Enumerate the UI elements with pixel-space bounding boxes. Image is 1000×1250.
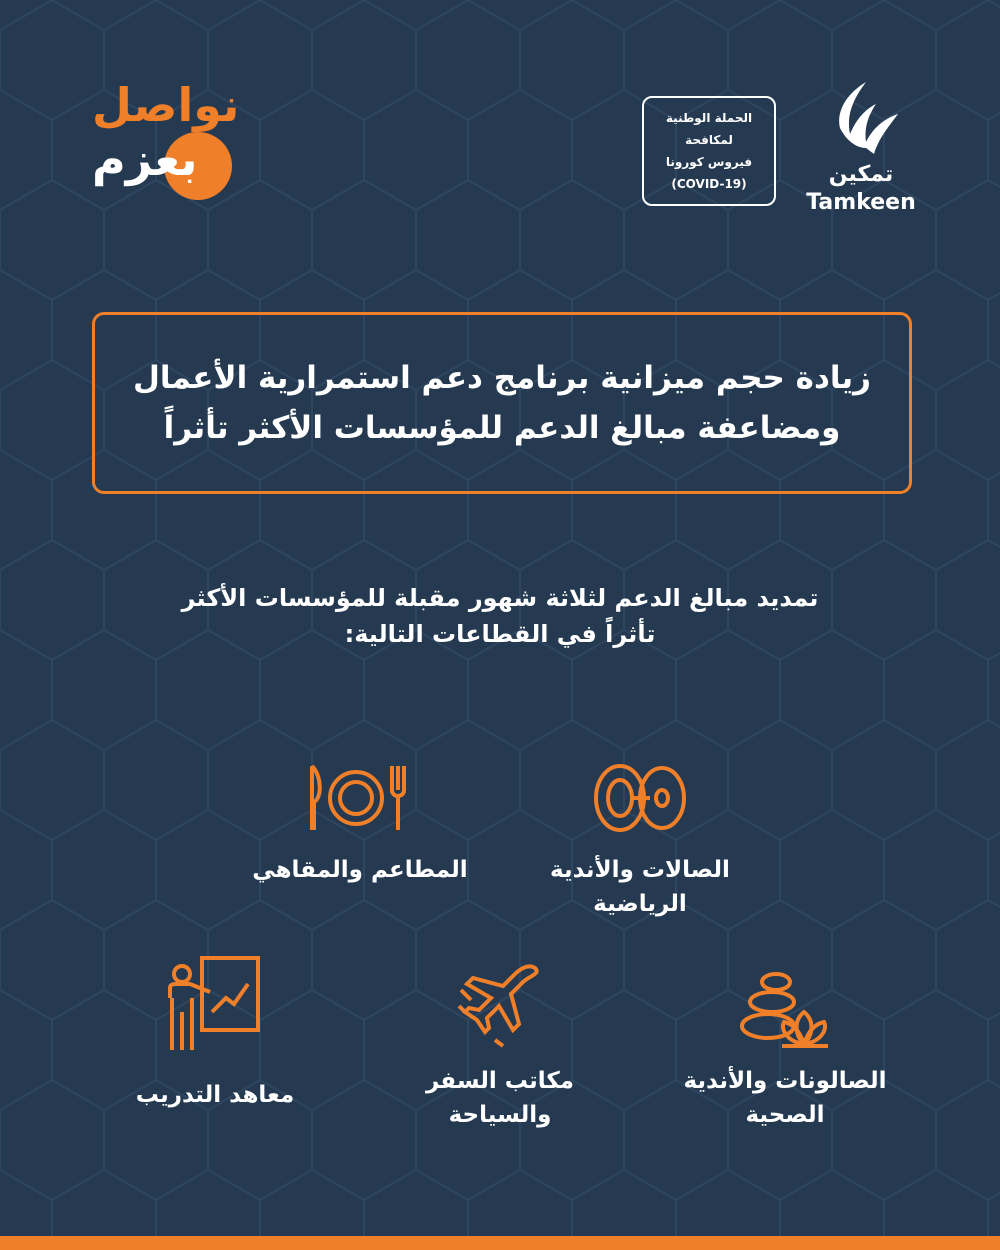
subheadline-line-2: تأثراً في القطاعات التالية: — [344, 620, 656, 648]
plate-cutlery-icon — [304, 762, 412, 834]
brand-slogan-line1: نواصل — [92, 78, 240, 132]
bottom-accent-bar — [0, 1236, 1000, 1250]
presentation-trainer-icon — [160, 952, 264, 1056]
sector-gyms-label-2: الرياضية — [593, 891, 687, 917]
sector-salons-label-2: الصحية — [745, 1102, 825, 1128]
badge-line-3: فيروس كورونا — [665, 155, 753, 169]
badge-line-4: (COVID-19) — [671, 177, 747, 191]
headline-box — [92, 312, 912, 494]
sector-travel-label-1: مكاتب السفر — [425, 1068, 575, 1094]
tamkeen-arabic-name: تمكين — [828, 162, 894, 187]
tamkeen-wing-icon — [806, 78, 916, 162]
tamkeen-english-name: Tamkeen — [806, 190, 916, 215]
spa-stones-lotus-icon — [738, 968, 834, 1052]
brand-slogan-logo — [92, 132, 217, 208]
tamkeen-logo — [806, 78, 916, 218]
headline-line-2: ومضاعفة مبالغ الدعم للمؤسسات الأكثر تأثراً — [163, 410, 841, 446]
dumbbell-plates-icon — [590, 760, 700, 840]
airplane-icon — [455, 960, 545, 1050]
sector-gyms-label-1: الصالات والأندية — [550, 857, 730, 883]
sector-travel-label-2: والسياحة — [448, 1102, 552, 1128]
headline-line-1: زيادة حجم ميزانية برنامج دعم استمرارية الأعمال — [132, 360, 872, 396]
sector-restaurants-label: المطاعم والمقاهي — [252, 857, 468, 883]
brand-slogan-line2: بعزم — [92, 132, 198, 186]
badge-line-1: الحملة الوطنية — [665, 111, 753, 125]
subheadline-line-1: تمديد مبالغ الدعم لثلاثة شهور مقبلة للمؤسسات الأكثر — [181, 584, 819, 612]
badge-line-2: لمكافحة — [685, 133, 733, 147]
campaign-badge — [642, 96, 776, 206]
sector-training-label: معاهد التدريب — [135, 1082, 295, 1108]
sector-salons-label-1: الصالونات والأندية — [683, 1068, 887, 1094]
